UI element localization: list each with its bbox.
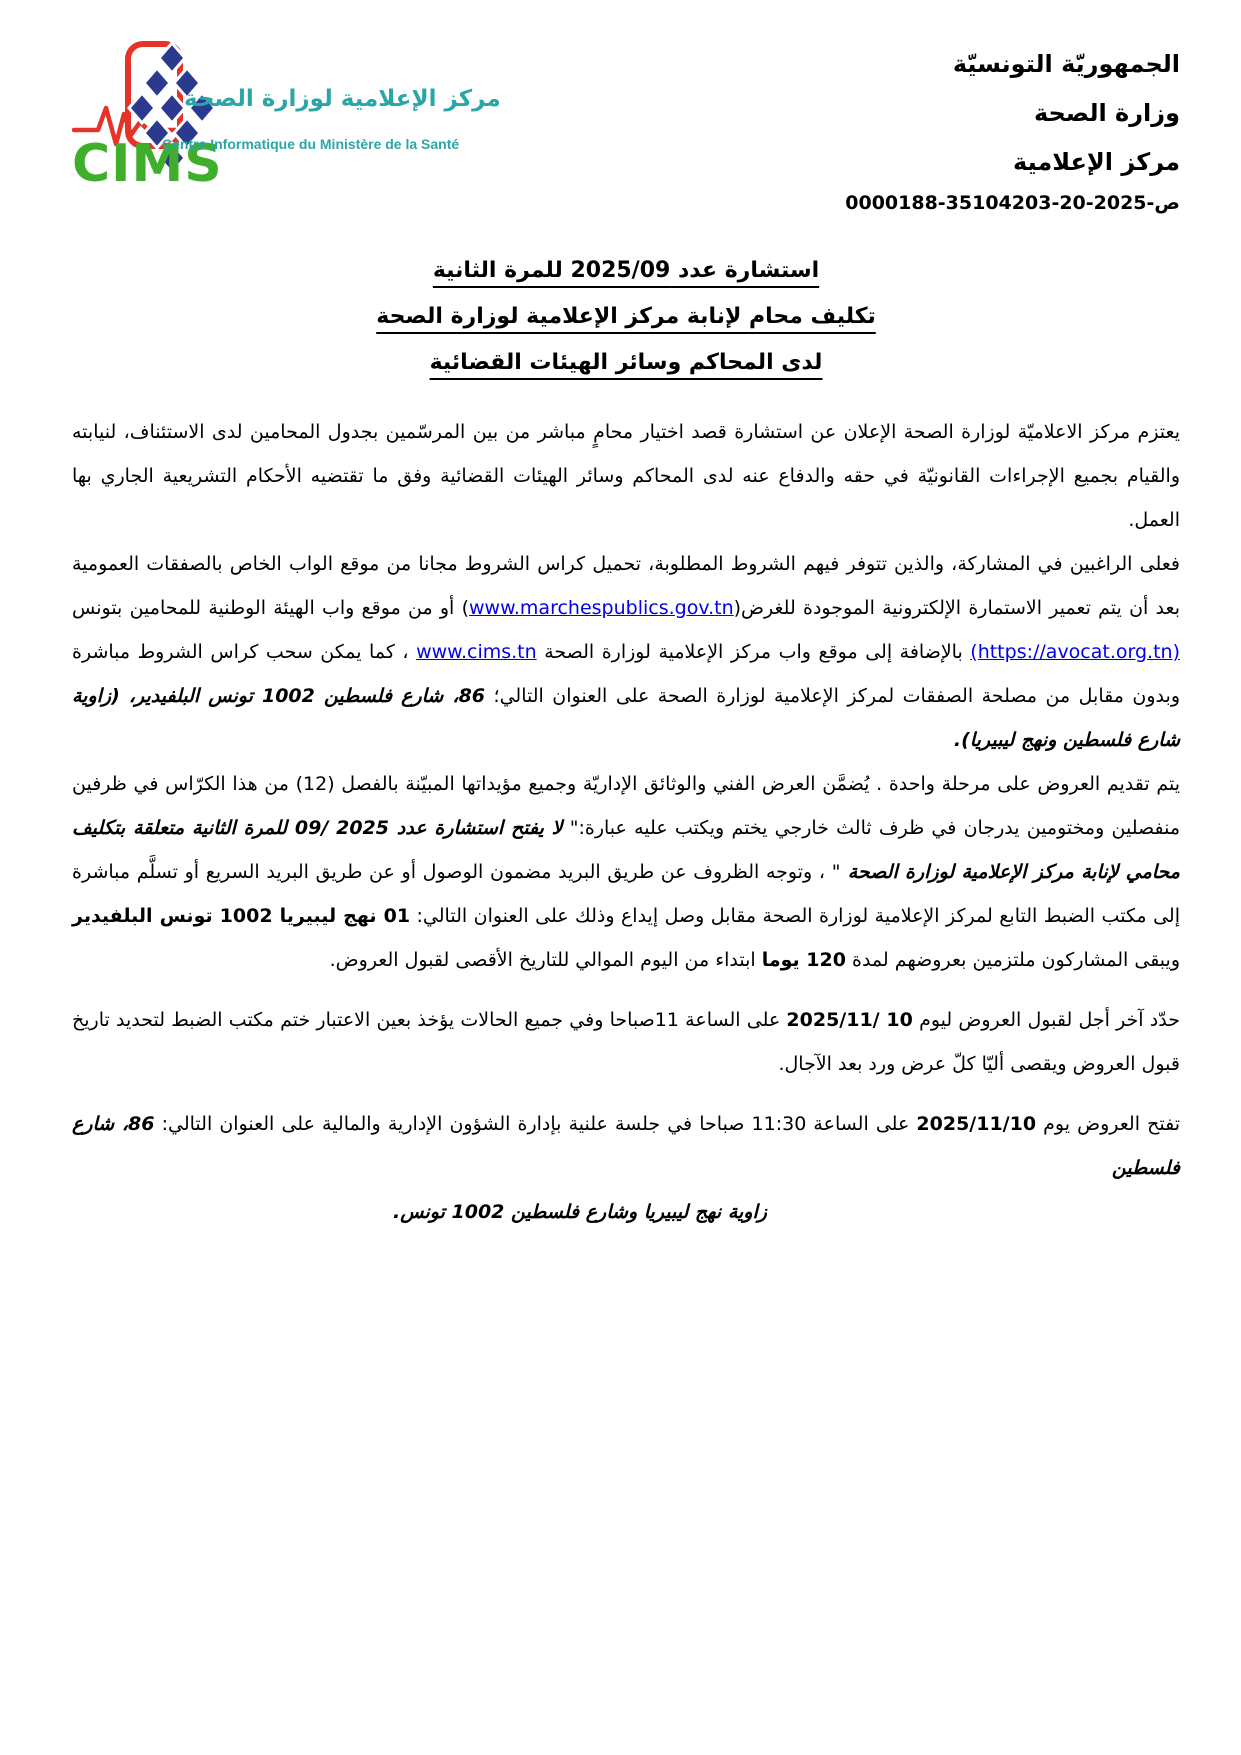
text-segment: ويبقى المشاركون ملتزمين بعروضهم لمدة	[845, 949, 1180, 971]
hyperlink[interactable]: www.marchespublics.gov.tn	[469, 597, 734, 619]
text-segment: 09/ 2025	[294, 817, 389, 839]
text-segment: " ، وتوجه الظروف عن طريق البريد مضمون الوصول أو عن طريق البريد السريع أو تسلَّم مباشرة إلى مكتب الضبط التابع لمركز الإعلامية لوزارة الصحة مقابل وصل إيداع وذلك على العنوان التالي:	[72, 861, 1180, 927]
text-segment: على الساعة 11:30 صباحا في جلسة علنية بإدارة الشؤون الإدارية والمالية على العنوان التالي:	[154, 1113, 917, 1135]
hyperlink[interactable]: (https://avocat.org.tn)	[970, 641, 1180, 663]
paragraph-opening-address	[72, 1190, 1180, 1234]
text-segment: لا يفتح استشارة عدد	[388, 817, 563, 839]
paragraph-deadline	[72, 998, 1180, 1086]
text-segment: 120 يوما	[761, 949, 846, 971]
document-body	[72, 410, 1180, 1234]
text-segment: حدّد آخر أجل لقبول العروض ليوم	[912, 1009, 1180, 1031]
text-segment: يعتزم مركز الاعلاميّة لوزارة الصحة الإعلان عن استشارة قصد اختيار محامٍ مباشر من بين المرسّمين بجدول المحامين لدى الاستئناف، لنيابته والقيام بجميع الإجراءات القانونيّة في حقه والدفاع عنه لدى المحاكم وسائر الهيئات القضائية وفق ما تقتضيه الأحكام التشريعية الجاري بها العمل.	[72, 421, 1180, 531]
reference-prefix: ص-	[1146, 192, 1180, 214]
paragraph-opening	[72, 1102, 1180, 1190]
cims-wordmark: CIMS	[72, 134, 223, 194]
government-header-block	[845, 40, 1180, 214]
text-segment: 86، شارع فلسطين 1002 تونس البلفيدير، (زاوية شارع فلسطين ونهج ليبيريا).	[72, 685, 1180, 751]
hyperlink[interactable]: www.cims.tn	[416, 641, 537, 663]
republic-line: الجمهوريّة التونسيّة	[952, 50, 1180, 78]
paragraph-offers	[72, 762, 1180, 982]
text-segment: بالإضافة إلى موقع واب مركز الإعلامية لوزارة الصحة	[536, 641, 971, 663]
paragraph-intro	[72, 410, 1180, 542]
text-segment: 01 نهج ليبيريا 1002 تونس البلفيدير	[72, 905, 411, 927]
text-segment: يتم تقديم العروض على مرحلة واحدة . يُضمَّن العرض الفني والوثائق الإداريّة وجميع مؤيداتها المبيّنة بالفصل (12) من هذا الكرّاس في ظرفين منفصلين ومختومين يدرجان في ظرف ثالث خارجي يختم ويكتب عليه عبارة:"	[72, 773, 1180, 839]
reference-number	[845, 192, 1180, 214]
text-segment: على الساعة 11صباحا وفي جميع الحالات يؤخذ بعين الاعتبار ختم مكتب الضبط لتحديد تاريخ قبول العروض ويقصى أليّا كلّ عرض ورد بعد الآجال.	[72, 1009, 1180, 1075]
text-segment: فعلى الراغبين في المشاركة، والذين تتوفر فيهم الشروط المطلوبة، تحميل كراس الشروط مجانا من موقع الواب الخاص بالصفقات العمومية بعد أن يتم تعمير الاستمارة الإلكترونية الموجودة للغرض(	[72, 553, 1180, 619]
text-segment: ، كما يمكن سحب كراس الشروط مباشرة وبدون مقابل من مصلحة الصفقات لمركز الإعلامية لوزارة الصحة على العنوان التالي؛	[72, 641, 1180, 707]
title-line: تكليف محام لإنابة مركز الإعلامية لوزارة الصحة	[376, 304, 876, 329]
text-segment: ) أو من موقع واب الهيئة الوطنية للمحامين بتونس	[72, 597, 469, 619]
document-header	[72, 34, 1180, 230]
text-segment: زاوية نهج ليبيريا وشارع فلسطين 1002 تونس.	[393, 1201, 767, 1223]
paragraph-participation	[72, 542, 1180, 762]
text-segment: تفتح العروض يوم	[1036, 1113, 1181, 1135]
text-segment: للمرة الثانية متعلقة بتكليف محامي لإنابة مركز الإعلامية لوزارة الصحة	[72, 817, 1180, 883]
title-line: لدى المحاكم وسائر الهيئات القضائية	[429, 350, 823, 375]
center-line: مركز الإعلامية	[1013, 148, 1180, 176]
text-segment: 2025/11/ 10	[786, 1009, 913, 1031]
document-title-block	[72, 248, 1180, 386]
text-segment: 2025/11/10	[916, 1113, 1037, 1135]
ministry-line: وزارة الصحة	[1033, 99, 1180, 127]
text-segment: ابتداء من اليوم الموالي للتاريخ الأقصى لقبول العروض.	[329, 949, 762, 971]
logo-french-name: Centre Informatique du Ministère de la Santé	[162, 136, 460, 152]
cims-logo	[72, 34, 501, 214]
text-segment: 86، شارع فلسطين	[72, 1113, 1180, 1179]
title-line: استشارة عدد 2025/09 للمرة الثانية	[432, 258, 820, 283]
logo-arabic-name: مركز الإعلامية لوزارة الصحة	[184, 86, 501, 112]
reference-digits: 0000188-35104203-20-2025	[845, 192, 1147, 214]
